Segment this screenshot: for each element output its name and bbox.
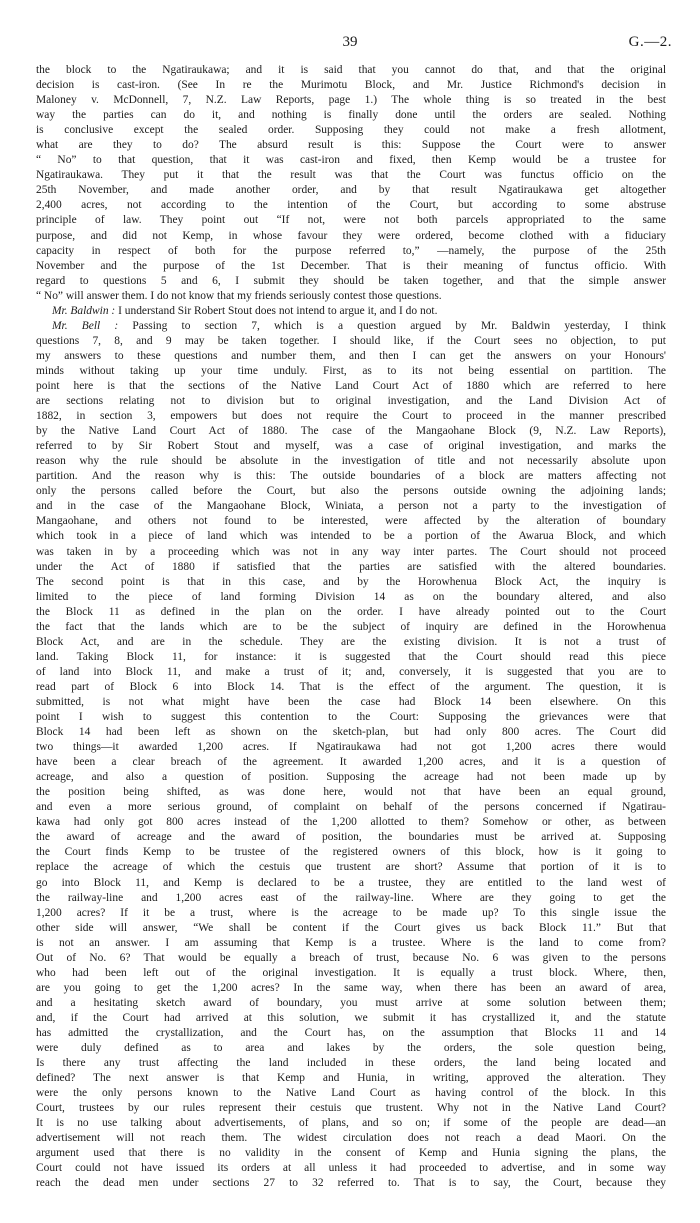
text-line: land. Taking Block 11, for instance: it is suggested that the Court should read this piece xyxy=(36,650,666,663)
page-number: 39 xyxy=(342,34,358,50)
text-line: Court, trustees by our rules represent their cestuis que trustent. Why not in the Native Land Court? xyxy=(36,1102,666,1115)
text-line: 2,400 acres, not according to the intention of the Court, but according to some abstruse xyxy=(36,199,666,212)
text-line: my answers to these questions and number them, and then I can get the answers on your Honours' xyxy=(36,349,666,362)
text-line: regard to questions 5 and 6, I submit they should be taken together, and that the simple answer xyxy=(36,274,666,287)
text-line: capacity in respect of both for the purpose referred to,” —namely, the purpose of the 25th xyxy=(36,244,666,257)
text-line: Mangaohane, and others not found to be interested, were affected by the alteration of boundary xyxy=(36,515,666,528)
text-line: is not an answer. I am assuming that Kemp is a trustee. Where is the land to come from? xyxy=(36,936,666,949)
text-line: have been a clear breach of the agreement. It awarded 1,200 acres, and it is a question of xyxy=(36,756,666,769)
text-line: by the Native Land Court Act of 1880. The case of the Mangaohane Block (9, N.Z. Law Reports), xyxy=(36,425,666,438)
text-line: has admitted the crystallization, and the Court has, on the assumption that Blocks 11 and 14 xyxy=(36,1027,666,1039)
text-line: partition. And the reason why is this: The outside boundaries of a block are matters affecting not xyxy=(36,470,666,483)
text-line: Court could not have issued its orders at all unless it had proceeded to advertise, and in some way xyxy=(36,1162,666,1175)
text-line: other side will answer, “We shall be content if the Court gives us back Block 11.” But that xyxy=(36,921,666,934)
text-line xyxy=(36,319,666,334)
text-line: two things—it awarded 1,200 acres. If Ngatiraukawa had not got 1,200 acres there would xyxy=(36,741,666,754)
text-line: The second point is that in this case, and by the Horowhenua Block Act, the inquiry is xyxy=(36,575,666,588)
text-line: and even a more serious ground, of complaint on behalf of the persons concerned if Ngatirau- xyxy=(36,801,666,814)
text-line: Is there any trust affecting the land included in these orders, the land being located and xyxy=(36,1057,666,1070)
text-line: Maloney v. McDonnell, 7, N.Z. Law Reports, page 1.) The whole thing is so treated in the best xyxy=(36,94,666,107)
text-line: reach the dead men under sections 27 to 32 referred to. That is to say, the Court, because they xyxy=(36,1177,666,1190)
text-line: point I wish to suggest this contention to the Court: Supposing the grievances were that xyxy=(36,711,666,724)
text-line: questions 7, 8, and 9 may be taken together. I should like, if the Court sees no objection, to put xyxy=(36,334,666,347)
text-line: acreage, and also a question of position. Supposing the acreage had not been made up by xyxy=(36,771,666,784)
text-line: kawa had only got 800 acres instead of the 1,200 allotted to them? Somehow or other, as between xyxy=(36,816,666,829)
text-line: and a hesitating sketch award of boundary, you must arrive at some solution between them; xyxy=(36,996,666,1009)
text-line: November and the purpose of the 1st December. That is their meaning of functus officio. With xyxy=(36,259,666,272)
text-line: 1882, in section 3, empowers but does not require the Court to proceed in the manner prescribed xyxy=(36,410,666,423)
document-reference: G.—2. xyxy=(628,34,672,50)
text-line: principle of law. They point out “If not, were not both parcels appropriated to the same xyxy=(36,214,666,227)
text-line: what are they to do? The absurd result is this: Suppose the Court were to answer xyxy=(36,139,666,152)
speaker-name: Mr. Bell : xyxy=(52,319,119,332)
text-line: the fact that the lands which are to be the subject of inquiry are defined in the Horowhenua xyxy=(36,620,666,633)
text-line: and in the case of the Mangaohane Block, Winiata, a person not a party to the investigation of xyxy=(36,500,666,513)
text-line: Block 14 had been left as shown on the sketch-plan, but had only 800 acres. The Court did xyxy=(36,726,666,739)
text-line: defined? The next answer is that Kemp and Hunia, in writing, approved the alteration. They xyxy=(36,1072,666,1085)
text-line: replace the acreage of which the cestuis que trustent are short? Assume that portion of it is to xyxy=(36,861,666,874)
text-line: only the persons called before the Court, but also the persons outside owning the adjoining lands; xyxy=(36,485,666,498)
text-line: the award of acreage and the award of position, the boundaries must be arrived at. Supposing xyxy=(36,831,666,844)
text-line: Ngatiraukawa. They put it that the result was that the Court was functus officio on the xyxy=(36,169,666,182)
text-line: are sections relating not to division but to original investigation, and the Land Division Act of xyxy=(36,395,666,408)
text-line: of land into Block 11, and make a trust of it; and, conversely, it is suggested that you are to xyxy=(36,665,666,678)
text-line: and, if the Court had arrived at this solution, we submit it has crystallized it, and the statute xyxy=(36,1011,666,1024)
text-line: which took in a piece of land which was intended to be a portion of the Awarua Block, and which xyxy=(36,530,666,543)
speech-text: Passing to section 7, which is a question argued by Mr. Baldwin yesterday, I think xyxy=(118,319,666,332)
text-line: submitted, is not what might have been the case had Block 14 been elsewhere. On this xyxy=(36,695,666,708)
text-line: “ No” to that question, that it was cast-iron and fixed, then Kemp would be a trustee for xyxy=(36,154,666,167)
text-line: Out of No. 6? That would be equally a breach of trust, because No. 6 was given to the persons xyxy=(36,951,666,964)
text-line: the Block 11 as defined in the plan on the order. I have already pointed out to the Court xyxy=(36,605,666,618)
text-line: is conclusive except the sealed order. Supposing they could not make a fresh allotment, xyxy=(36,124,666,137)
text-line: was taken in by a proceeding which was not in any way inter partes. The Court should not proceed xyxy=(36,545,666,558)
text-line: the block to the Ngatiraukawa; and it is said that you cannot do that, and that the original xyxy=(36,64,666,76)
body-text xyxy=(36,63,666,1192)
text-line: the railway-line and 1,200 acres east of the railway-line. Where are they going to get the xyxy=(36,891,666,904)
speaker-name: Mr. Baldwin : xyxy=(52,304,116,317)
text-line: the position being shifted, as was done here, would not that have been an equal ground, xyxy=(36,786,666,799)
text-line: 25th November, and made another order, and by that result Ngatiraukawa get altogether xyxy=(36,184,666,197)
text-line: argument used that there is no validity in the consent of Kemp and Hunia signing the plans, the xyxy=(36,1147,666,1160)
text-line: Block Act, and are in the schedule. They are the existing division. It is not a trust of xyxy=(36,635,666,648)
text-line: reason why the rule should be absolute in the investigation of title and not necessarily absolute upon xyxy=(36,455,666,468)
text-line: were the only persons known to the Native Land Court as having control of the block. In this xyxy=(36,1087,666,1100)
speech-text: I understand Sir Robert Stout does not intend to argue it, and I do not. xyxy=(115,304,438,317)
text-line: 1,200 acres? If it be a trust, where is the acreage to be made up? To this single issue the xyxy=(36,906,666,919)
text-line: decision is cast-iron. (See In re the Murimotu Block, and Mr. Justice Richmond's decision in xyxy=(36,79,666,92)
text-line: who had been left out of the original investigation. It is equally a trust block. Where, then, xyxy=(36,966,666,979)
text-line: It is no use talking about advertisements, of plans, and so on; if some of the people are dead—an xyxy=(36,1117,666,1130)
text-line: referred to by Sir Robert Stout and myself, was a case of original investigation, and marks the xyxy=(36,440,666,453)
text-line: read part of Block 6 into Block 14. That is the effect of the argument. The question, it is xyxy=(36,680,666,693)
text-line: point here is that the sections of the Native Land Court Act of 1880 which are referred to here xyxy=(36,379,666,392)
text-line: advertisement will not reach them. The widest circulation does not reach a dead Maori. On the xyxy=(36,1132,666,1145)
text-line: under the Act of 1880 if satisfied that the parties are satisfied with the altered boundaries. xyxy=(36,560,666,573)
text-line: minds without taking up your time unduly. First, as to its not being essential on partition. The xyxy=(36,364,666,377)
text-line: go into Block 11, and Kemp is declared to be a trustee, they are entitled to the land west of xyxy=(36,876,666,889)
text-line: way the parties can do it, and nothing is finally done until the orders are sealed. Nothing xyxy=(36,109,666,122)
text-line xyxy=(36,304,666,319)
text-line: purpose, and did not Kemp, in whose favour they were ordered, become clothed with a fiduciary xyxy=(36,229,666,242)
text-line: were duly defined as to area and lakes by the orders, the sole question being, xyxy=(36,1042,666,1055)
text-line: the Court finds Kemp to be trustee of the registered owners of this block, how is it going to xyxy=(36,846,666,859)
text-line: are you going to get the 1,200 acres? In the same way, when there has been an award of area, xyxy=(36,981,666,994)
text-line: limited to the piece of land forming Division 14 as on the boundary altered, and also xyxy=(36,590,666,603)
text-line: “ No” will answer them. I do not know that my friends seriously contest those questions. xyxy=(36,289,442,302)
